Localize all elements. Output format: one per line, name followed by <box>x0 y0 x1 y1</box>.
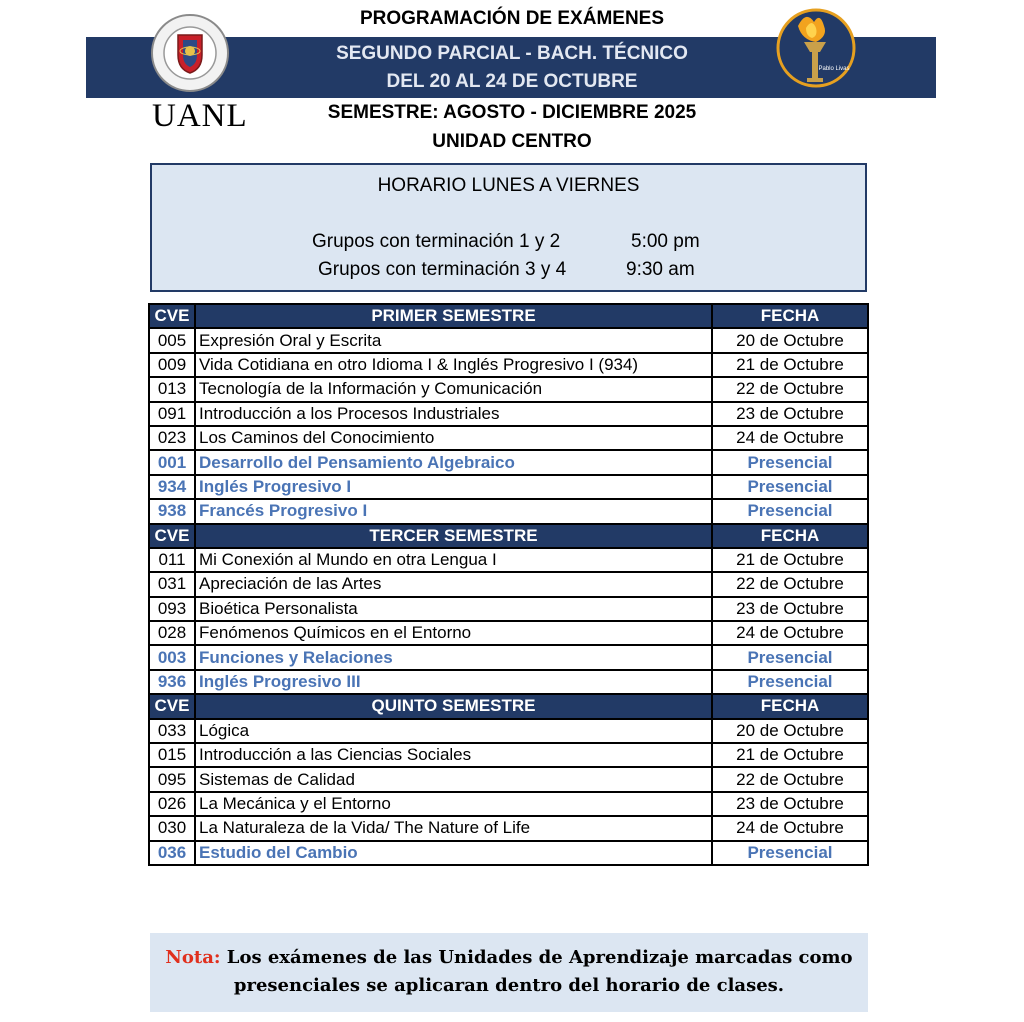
section-header <box>149 304 868 328</box>
exam-date: 22 de Octubre <box>712 767 868 791</box>
course-code: 015 <box>149 743 195 767</box>
schedule-title: HORARIO LUNES A VIERNES <box>377 175 640 196</box>
exam-date: Presencial <box>712 499 868 523</box>
section-date-header: FECHA <box>712 694 868 718</box>
course-code: 934 <box>149 475 195 499</box>
exam-date: Presencial <box>712 670 868 694</box>
section-title: QUINTO SEMESTRE <box>195 694 712 718</box>
course-name: Tecnología de la Información y Comunicación <box>195 377 712 401</box>
table-row <box>149 621 868 645</box>
course-code: 005 <box>149 328 195 352</box>
section-header <box>149 694 868 718</box>
course-code: 095 <box>149 767 195 791</box>
course-name: Apreciación de las Artes <box>195 572 712 596</box>
group-2-label: Grupos con terminación 3 y 4 <box>318 259 567 280</box>
table-row <box>149 743 868 767</box>
section-date-header: FECHA <box>712 524 868 548</box>
exam-date: 24 de Octubre <box>712 621 868 645</box>
section-title: TERCER SEMESTRE <box>195 524 712 548</box>
table-row <box>149 499 868 523</box>
group-2-time: 9:30 am <box>626 259 695 280</box>
page-title: PROGRAMACIÓN DE EXÁMENES <box>359 8 665 29</box>
note-label: Nota: <box>165 947 221 968</box>
course-code: 091 <box>149 402 195 426</box>
exam-date: 23 de Octubre <box>712 792 868 816</box>
course-name: Sistemas de Calidad <box>195 767 712 791</box>
table-row <box>149 597 868 621</box>
table-row <box>149 572 868 596</box>
course-code: 011 <box>149 548 195 572</box>
table-row <box>149 450 868 474</box>
exam-date: 21 de Octubre <box>712 548 868 572</box>
course-code: 026 <box>149 792 195 816</box>
table-row <box>149 670 868 694</box>
course-code: 938 <box>149 499 195 523</box>
course-code: 001 <box>149 450 195 474</box>
semester-label: SEMESTRE: AGOSTO - DICIEMBRE 2025 <box>327 102 697 123</box>
table-row <box>149 426 868 450</box>
exam-date: 21 de Octubre <box>712 743 868 767</box>
uanl-seal-logo <box>150 13 230 93</box>
course-code: 013 <box>149 377 195 401</box>
exam-date: 20 de Octubre <box>712 328 868 352</box>
exam-table <box>148 303 869 866</box>
exam-date: Presencial <box>712 475 868 499</box>
table-row <box>149 353 868 377</box>
exam-date: 22 de Octubre <box>712 377 868 401</box>
note-line-1: Los exámenes de las Unidades de Aprendizaje marcadas como <box>226 947 853 968</box>
course-name: La Mecánica y el Entorno <box>195 792 712 816</box>
section-cve-header: CVE <box>149 524 195 548</box>
exam-period-title: SEGUNDO PARCIAL - BACH. TÉCNICO <box>336 43 688 64</box>
table-row <box>149 402 868 426</box>
unit-label: UNIDAD CENTRO <box>432 131 592 152</box>
course-code: 033 <box>149 719 195 743</box>
table-row <box>149 816 868 840</box>
course-name: Vida Cotidiana en otro Idioma I & Inglés Progresivo I (934) <box>195 353 712 377</box>
exam-date: 22 de Octubre <box>712 572 868 596</box>
table-row <box>149 645 868 669</box>
course-name: La Naturaleza de la Vida/ The Nature of Life <box>195 816 712 840</box>
exam-date: Presencial <box>712 841 868 865</box>
course-code: 936 <box>149 670 195 694</box>
exam-date: 23 de Octubre <box>712 597 868 621</box>
exam-date: 24 de Octubre <box>712 816 868 840</box>
table-row <box>149 475 868 499</box>
group-1-time: 5:00 pm <box>631 231 700 252</box>
exam-date: Presencial <box>712 450 868 474</box>
pablo-livas-torch-logo <box>776 8 856 88</box>
section-cve-header: CVE <box>149 694 195 718</box>
section-date-header: FECHA <box>712 304 868 328</box>
section-title: PRIMER SEMESTRE <box>195 304 712 328</box>
table-row <box>149 377 868 401</box>
group-1-label: Grupos con terminación 1 y 2 <box>312 231 561 252</box>
uanl-wordmark: UANL <box>152 98 248 134</box>
note-line-2: presenciales se aplicaran dentro del horario de clases. <box>233 975 785 996</box>
course-name: Expresión Oral y Escrita <box>195 328 712 352</box>
exam-date: 21 de Octubre <box>712 353 868 377</box>
exam-date: 23 de Octubre <box>712 402 868 426</box>
course-code: 031 <box>149 572 195 596</box>
course-name: Fenómenos Químicos en el Entorno <box>195 621 712 645</box>
course-name: Funciones y Relaciones <box>195 645 712 669</box>
course-name: Inglés Progresivo III <box>195 670 712 694</box>
course-name: Estudio del Cambio <box>195 841 712 865</box>
course-name: Francés Progresivo I <box>195 499 712 523</box>
table-row <box>149 792 868 816</box>
right-logo-name: Pablo Livas <box>818 66 850 72</box>
section-header <box>149 524 868 548</box>
exam-date: 24 de Octubre <box>712 426 868 450</box>
course-code: 003 <box>149 645 195 669</box>
table-row <box>149 328 868 352</box>
exam-date: 20 de Octubre <box>712 719 868 743</box>
exam-dates: DEL 20 AL 24 DE OCTUBRE <box>386 71 638 92</box>
course-code: 036 <box>149 841 195 865</box>
exam-date: Presencial <box>712 645 868 669</box>
course-name: Mi Conexión al Mundo en otra Lengua I <box>195 548 712 572</box>
table-row <box>149 841 868 865</box>
table-row <box>149 548 868 572</box>
course-code: 023 <box>149 426 195 450</box>
course-name: Los Caminos del Conocimiento <box>195 426 712 450</box>
table-row <box>149 719 868 743</box>
section-cve-header: CVE <box>149 304 195 328</box>
table-row <box>149 767 868 791</box>
course-name: Bioética Personalista <box>195 597 712 621</box>
course-name: Introducción a los Procesos Industriales <box>195 402 712 426</box>
course-code: 028 <box>149 621 195 645</box>
course-name: Desarrollo del Pensamiento Algebraico <box>195 450 712 474</box>
course-code: 093 <box>149 597 195 621</box>
course-name: Inglés Progresivo I <box>195 475 712 499</box>
note-text <box>150 944 868 1000</box>
course-name: Introducción a las Ciencias Sociales <box>195 743 712 767</box>
course-name: Lógica <box>195 719 712 743</box>
course-code: 030 <box>149 816 195 840</box>
course-code: 009 <box>149 353 195 377</box>
